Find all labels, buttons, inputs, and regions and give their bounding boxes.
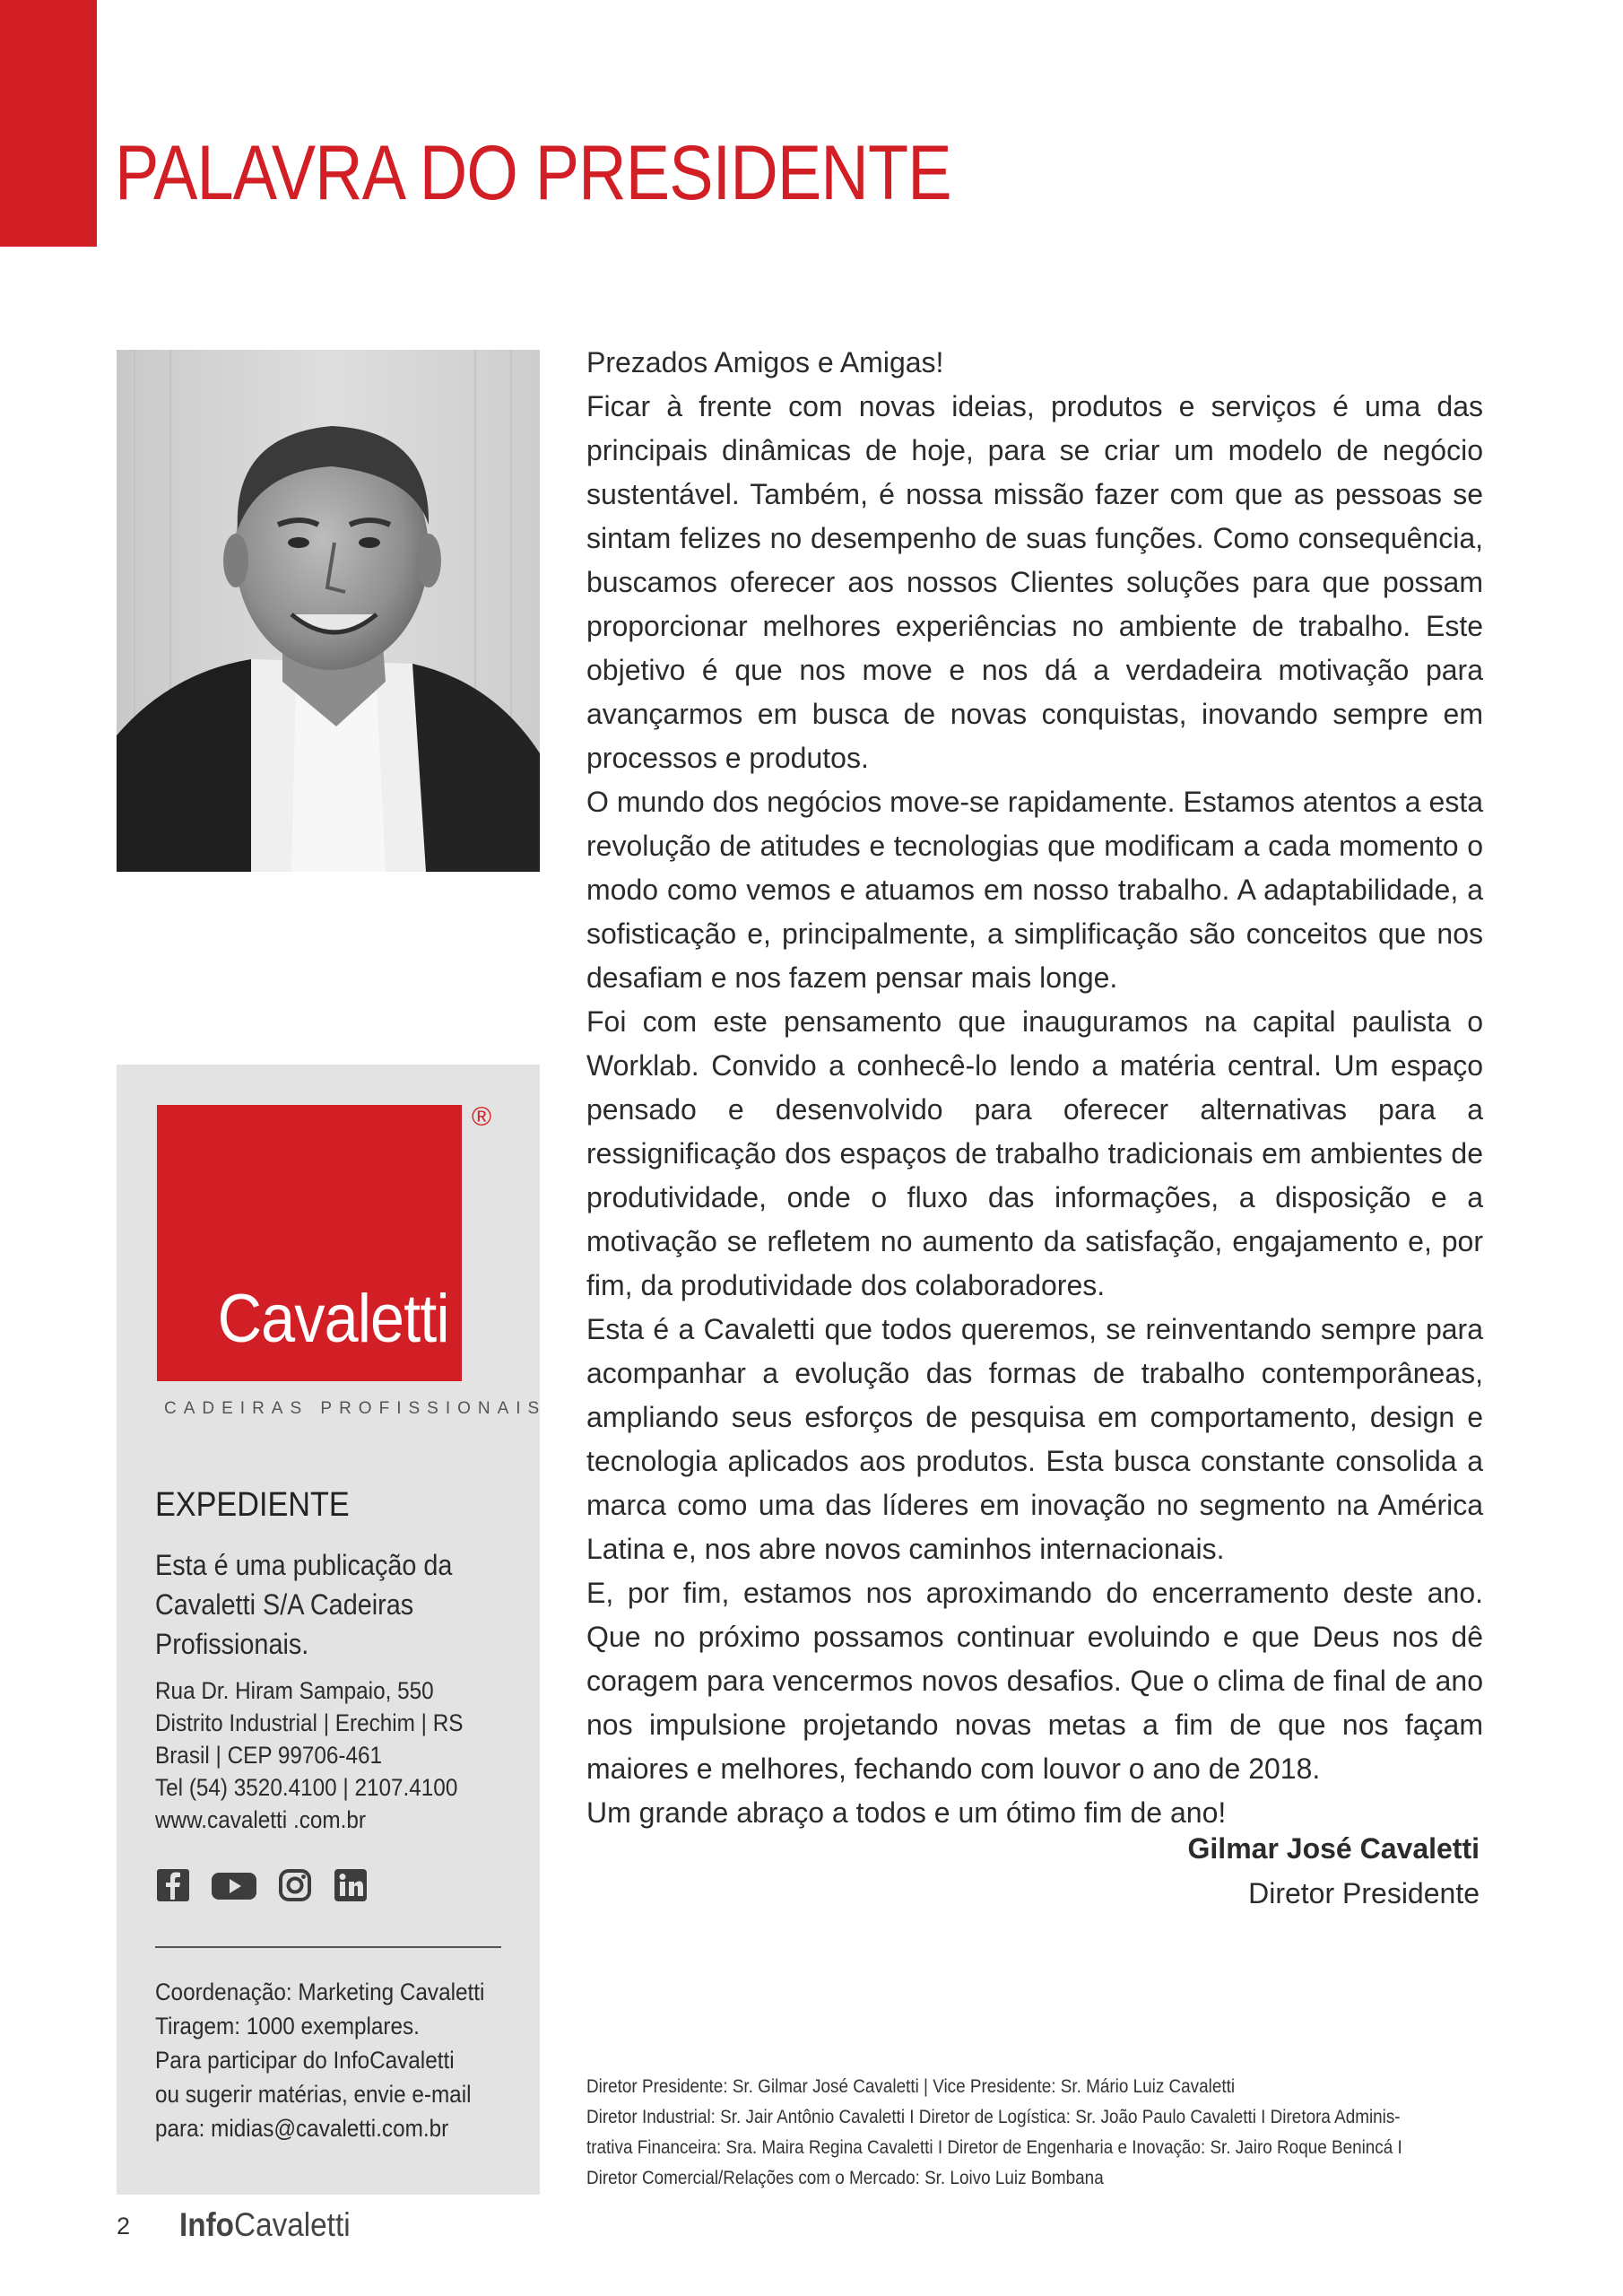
- sidebar-divider: [155, 1946, 501, 1948]
- registered-mark: ®: [472, 1102, 492, 1132]
- header-red-bar: [0, 0, 97, 247]
- letter-paragraph: E, por fim, estamos nos aproximando do encerramento deste ano. Que no próximo possamos continuar evoluindo e que Deus nos dê coragem para vencermos novos desafios. Que o clima de final de ano nos impulsione projetando novas metas a fim de que nos façam maiores e melhores, fechando com louvor o ano de 2018.: [586, 1577, 1483, 1785]
- brand-prefix: Info: [179, 2206, 235, 2243]
- expediente-intro: Esta é uma publicação da Cavaletti S/A Cadeiras Profissionais.: [155, 1549, 453, 1660]
- letter-paragraph: Prezados Amigos e Amigas!: [586, 346, 944, 378]
- logo-wordmark: Cavaletti: [217, 1281, 449, 1357]
- brand-name: Cavaletti: [234, 2206, 351, 2243]
- linkedin-icon[interactable]: [333, 1867, 369, 1903]
- facebook-icon[interactable]: [155, 1867, 191, 1903]
- website-link[interactable]: www.cavaletti .com.br: [155, 1806, 366, 1833]
- signature-role: Diretor Presidente: [1248, 1877, 1480, 1909]
- directors-line: Diretor Comercial/Relações com o Mercado: Sr. Loivo Luiz Bombana: [586, 2168, 1104, 2188]
- footer-brand: [179, 2206, 351, 2244]
- social-links: [155, 1867, 369, 1903]
- expediente-credits: [155, 1975, 494, 2145]
- letter-paragraph: Ficar à frente com novas ideias, produtos e serviços é uma das principais dinâmicas de hoje, para se criar um modelo de negócio sustentável. Também, é nossa missão fazer com que as pessoas se sintam felizes no desempenho de suas funções. Como consequência, buscamos oferecer aos nossos Clientes soluções para que possam proporcionar melhores experiências no ambiente de trabalho. Este objetivo é que nos move e nos dá a verdadeira motivação para avançarmos em busca de novas conquistas, inovando sempre em processos e produtos.: [586, 390, 1483, 774]
- expediente-sidebar: [117, 1065, 547, 2195]
- address-line: Rua Dr. Hiram Sampaio, 550: [155, 1677, 434, 1704]
- credits-line: Para participar do InfoCavaletti: [155, 2047, 455, 2074]
- address-line: Distrito Industrial | Erechim | RS: [155, 1709, 464, 1736]
- letter-paragraph: Um grande abraço a todos e um ótimo fim de ano!: [586, 1796, 1227, 1829]
- letter-paragraph: O mundo dos negócios move-se rapidamente. Estamos atentos a esta revolução de atitudes e tecnologias que modificam a cada momento o modo como vemos e atuamos em nosso trabalho. A adaptabilidade, a sofisticação e, principalmente, a simplificação são conceitos que nos desafiam e nos fazem pensar mais longe.: [586, 786, 1483, 994]
- page-title: PALAVRA DO PRESIDENTE: [115, 130, 951, 216]
- address-line: Brasil | CEP 99706-461: [155, 1742, 383, 1769]
- address-line: Tel (54) 3520.4100 | 2107.4100: [155, 1774, 458, 1801]
- directors-line: Diretor Presidente: Sr. Gilmar José Cavaletti | Vice Presidente: Sr. Mário Luiz Cavaletti: [586, 2076, 1236, 2097]
- letter-paragraph: Foi com este pensamento que inauguramos na capital paulista o Worklab. Convido a conhecê-lo lendo a matéria central. Um espaço pensado e desenvolvido para oferecer alternativas para a ressignificação dos espaços de trabalho tradicionais em ambientes de produtividade, onde o fluxo das informações, a disposição e a motivação se refletem no aumento da satisfação, engajamento e, por fim, da produtividade dos colaboradores.: [586, 1005, 1483, 1301]
- directors-line: trativa Financeira: Sra. Maira Regina Cavaletti I Diretor de Engenharia e Inovação: Sr. Jairo Roque Benincá I: [586, 2137, 1402, 2158]
- credits-line: Tiragem: 1000 exemplares.: [155, 2013, 420, 2039]
- expediente-address: [155, 1674, 478, 1836]
- youtube-icon[interactable]: [211, 1867, 257, 1903]
- instagram-icon[interactable]: [277, 1867, 313, 1903]
- credits-line: Coordenação: Marketing Cavaletti: [155, 1979, 485, 2005]
- contact-email[interactable]: para: midias@cavaletti.com.br: [155, 2115, 449, 2142]
- credits-line: ou sugerir matérias, envie e-mail: [155, 2081, 472, 2108]
- directors-line: Diretor Industrial: Sr. Jair Antônio Cavaletti I Diretor de Logística: Sr. João Paulo Cavaletti I Diretora Adminis-: [586, 2107, 1401, 2127]
- page-number: 2: [117, 2213, 131, 2239]
- letter-paragraph: Esta é a Cavaletti que todos queremos, se reinventando sempre para acompanhar a evolução das formas de trabalho contemporâneas, ampliando seus esforços de pesquisa em comportamento, design e tecnologia aplicados aos produtos. Esta busca constante consolida a marca como uma das líderes em inovação no segmento na América Latina e, nos abre novos caminhos internacionais.: [586, 1313, 1483, 1565]
- president-photo: [117, 350, 540, 872]
- directors-list: [586, 2072, 1483, 2194]
- president-letter: [586, 341, 1483, 1835]
- logo-tagline: CADEIRAS PROFISSIONAIS: [164, 1399, 547, 1418]
- signature-name: Gilmar José Cavaletti: [1187, 1832, 1480, 1865]
- expediente-title: EXPEDIENTE: [155, 1486, 350, 1524]
- cavaletti-logo: [157, 1105, 462, 1381]
